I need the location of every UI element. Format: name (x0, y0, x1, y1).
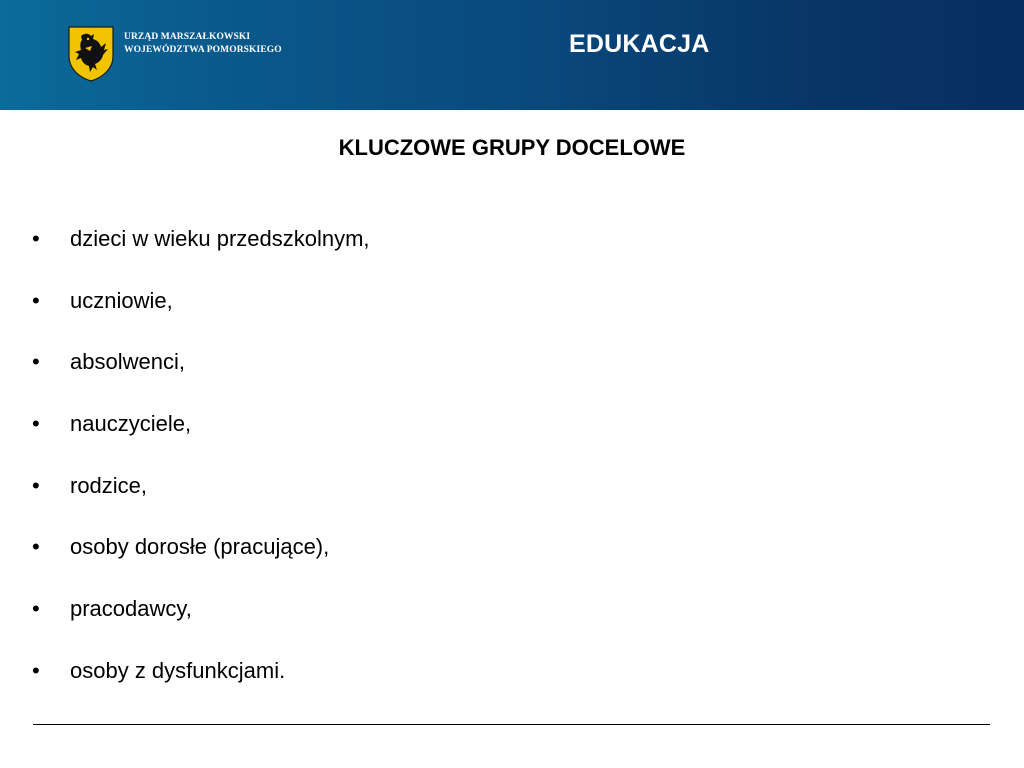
bullet-icon: • (32, 349, 40, 375)
list-item-text: nauczyciele, (70, 411, 192, 437)
list-item-text: dzieci w wieku przedszkolnym, (70, 226, 370, 251)
list-item-text: osoby dorosłe (pracujące), (70, 534, 330, 560)
bullet-icon: • (32, 596, 40, 622)
bullet-icon: • (32, 534, 40, 560)
section-title: EDUKACJA (569, 30, 710, 58)
griffin-coat-of-arms-icon (68, 26, 114, 82)
list-item-text: rodzice, (70, 472, 148, 498)
bullet-icon: • (32, 411, 40, 437)
list-item-text: absolwenci, (70, 349, 185, 375)
footer-divider (33, 724, 990, 725)
list-item-text: pracodawcy, (70, 596, 192, 622)
bullet-icon: • (32, 472, 40, 498)
organization-name-line1: URZĄD MARSZAŁKOWSKI (124, 32, 251, 42)
organization-name (124, 31, 282, 57)
bullet-icon: • (32, 657, 40, 683)
page-title: KLUCZOWE GRUPY DOCELOWE (338, 135, 686, 160)
bullet-icon: • (32, 287, 40, 313)
organization-name-line2: WOJEWÓDZTWA POMORSKIEGO (124, 45, 282, 55)
bullet-icon: • (32, 226, 40, 251)
header-banner (0, 0, 1024, 110)
list-item-text: osoby z dysfunkcjami. (70, 657, 286, 683)
list-item-text: uczniowie, (70, 287, 173, 313)
